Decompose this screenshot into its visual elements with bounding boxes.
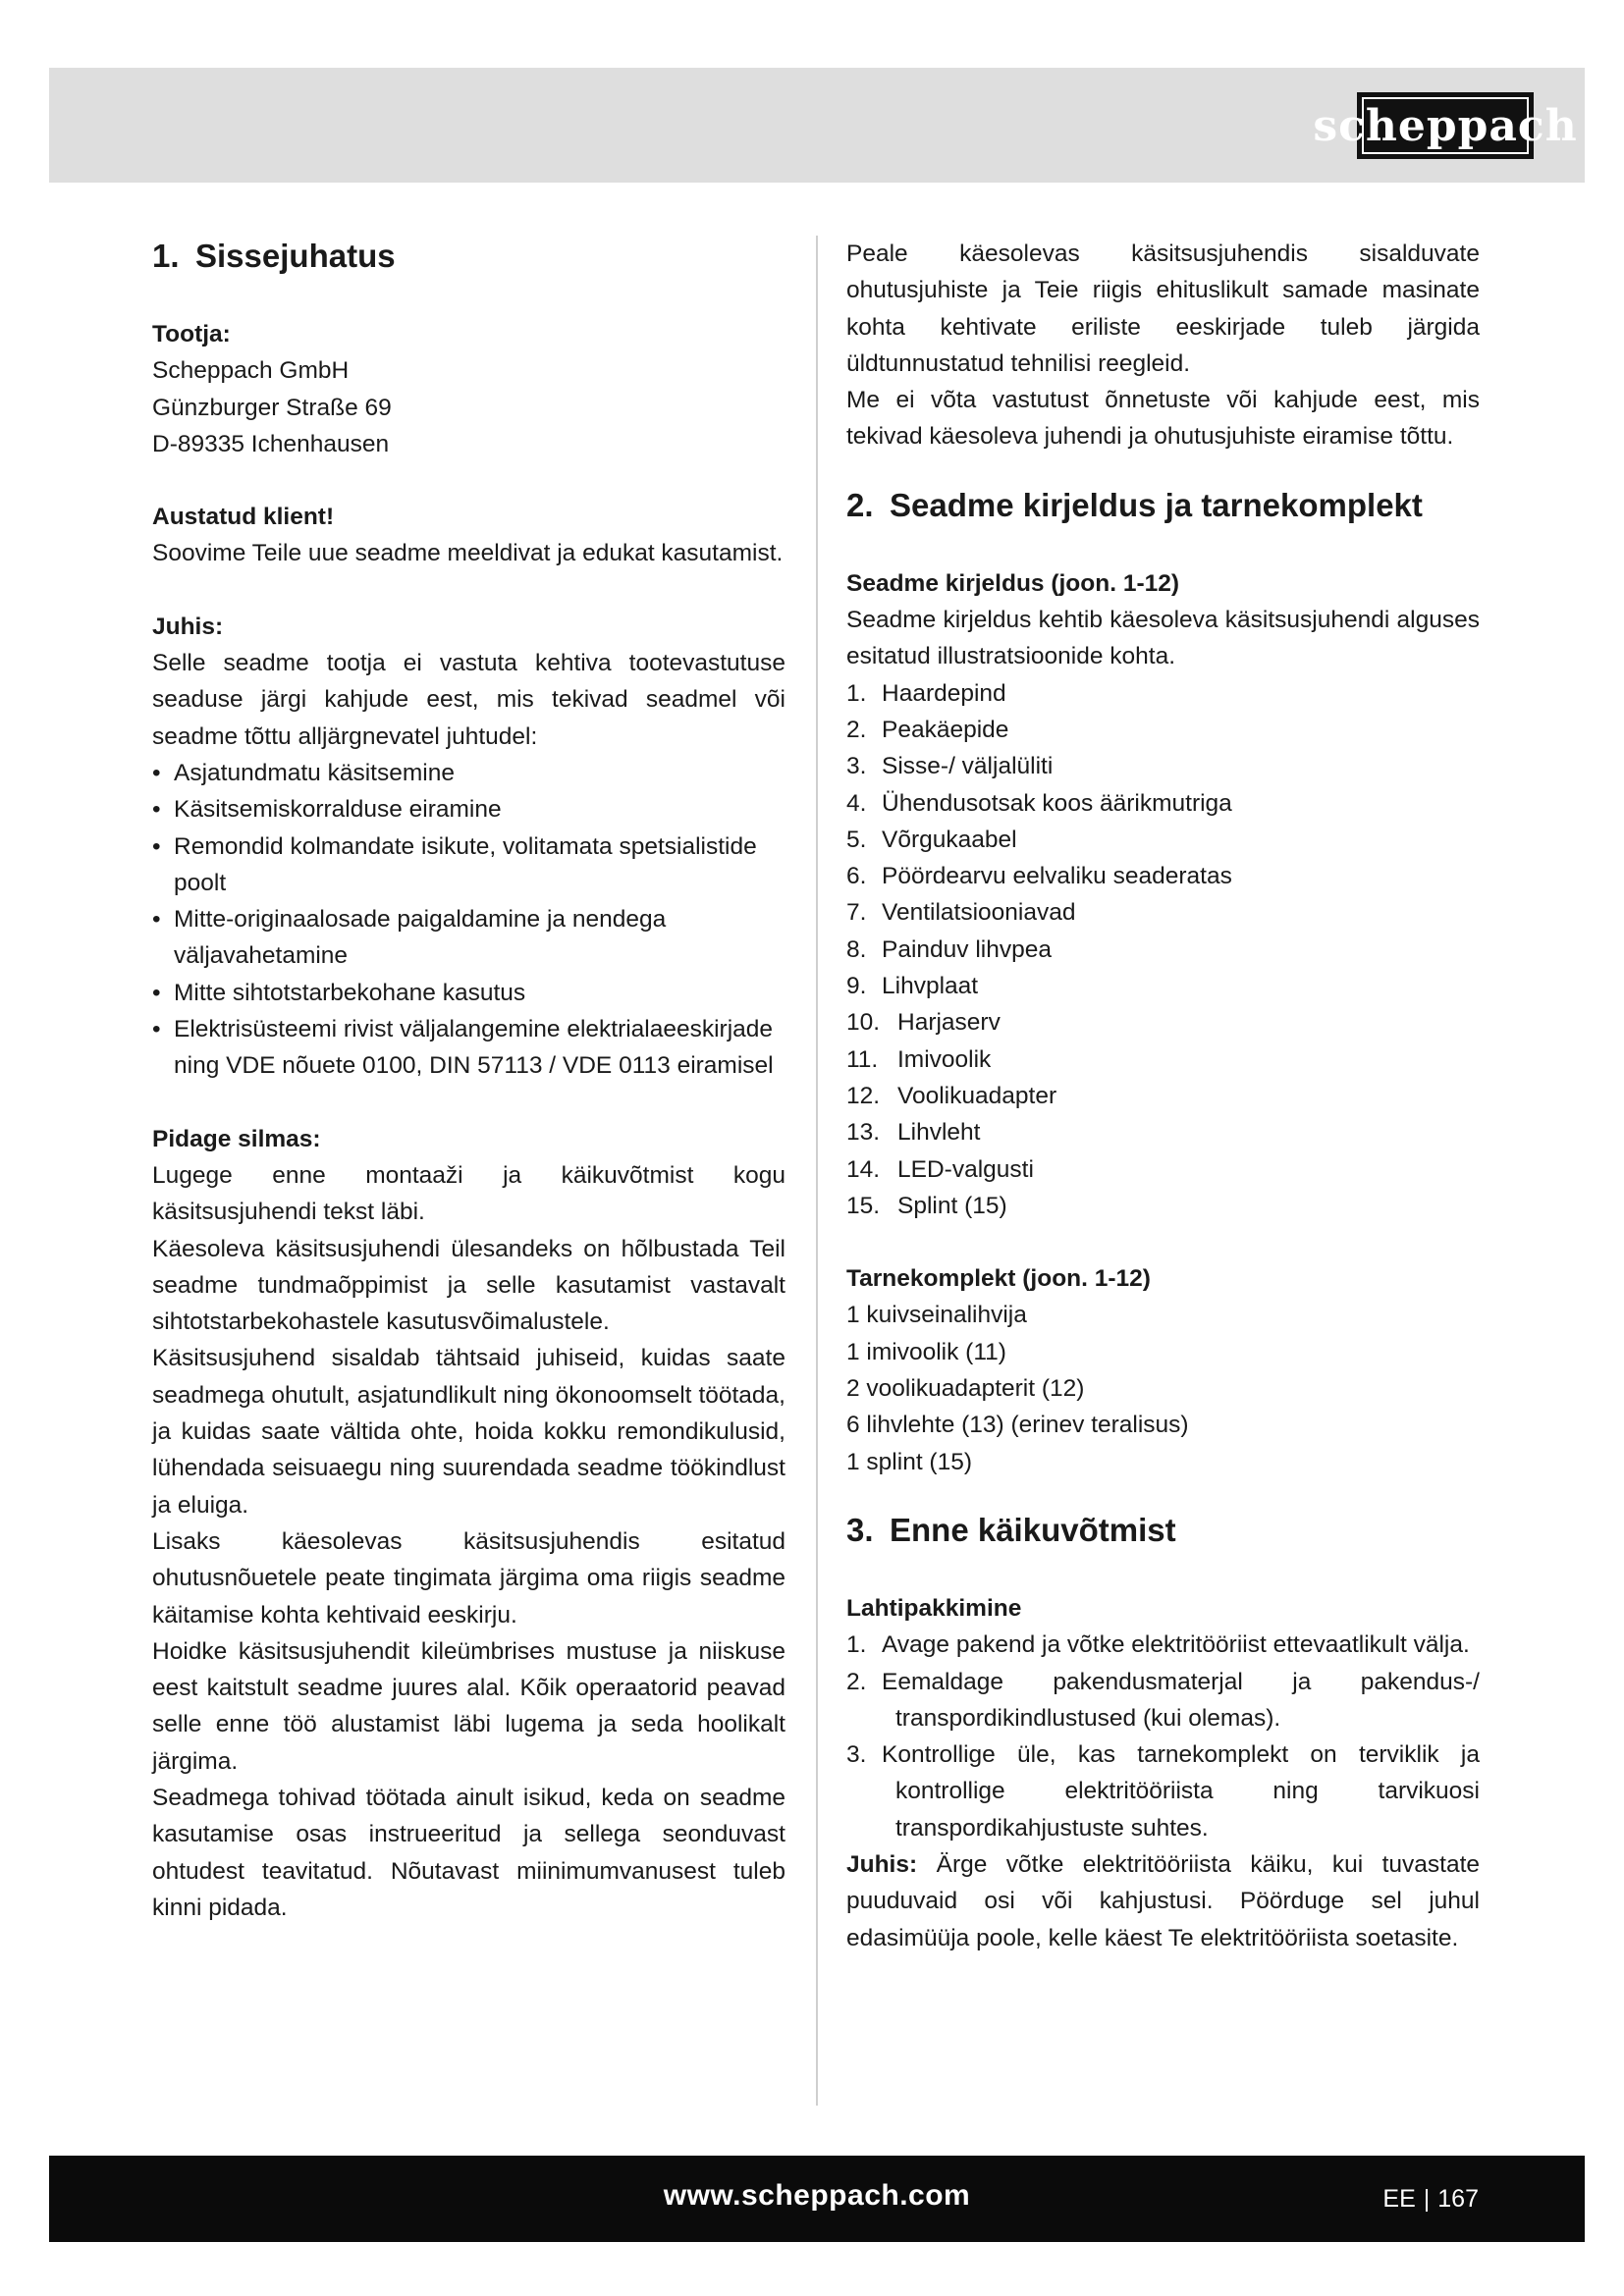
attention-paragraph: Hoidke käsitsusjuhendit kileümbrises mustuse ja niiskuse eest kaitstult seadme juures alal. Kõik operaatorid peavad selle enne töö alustamist läbi lugema ja seda hoolikalt järgima. xyxy=(152,1637,785,1775)
manufacturer-label: Tootja: xyxy=(152,321,231,347)
list-item: 9. Lihvplaat xyxy=(846,973,979,1000)
list-item: • Mitte sihtotstarbekohane kasutus xyxy=(152,975,785,1011)
list-item: 2. Peakäepide xyxy=(846,716,1009,743)
section-1-heading: 1. Sissejuhatus xyxy=(152,238,396,274)
customer-label: Austatud klient! xyxy=(152,504,335,531)
page-indicator: EE | 167 xyxy=(1382,2185,1479,2213)
unpacking-label: Lahtipakkimine xyxy=(846,1594,1022,1622)
list-item: 8. Painduv lihvpea xyxy=(846,935,1052,963)
attention-label: Pidage silmas: xyxy=(152,1125,321,1152)
manufacturer-address: Scheppach GmbH Günzburger Straße 69 D-89335 Ichenhausen xyxy=(152,357,392,457)
list-item: 15. Splint (15) xyxy=(846,1192,1007,1219)
list-item: 12. Voolikuadapter xyxy=(846,1082,1057,1109)
scheppach-logo: scheppach xyxy=(1357,92,1534,159)
attention-paragraph: Käesoleva käsitsusjuhendi ülesandeks on hõlbustada Teil seadme tundmaõppimist ja selle kasutamist vastavalt sihtotstarbekohastele kasutusvõimalustele. xyxy=(152,1235,785,1336)
list-item: 3. Kontrollige üle, kas tarnekomplekt on terviklik ja kontrollige elektritööriista ning tarvikuosi transpordikahjustuste suhtes. xyxy=(846,1741,1480,1842)
list-item: 13. Lihvleht xyxy=(846,1119,981,1147)
list-item: 2. Eemaldage pakendusmaterjal ja pakendus-/ transpordikindlustused (kui olemas). xyxy=(846,1668,1480,1732)
section-2-heading: 2. Seadme kirjeldus ja tarnekomplekt xyxy=(846,486,1423,523)
attention-paragraph: Seadmega tohivad töötada ainult isikud, keda on seadme kasutamise osas instrueeritud ja sellega seonduvast ohtudest teavitatud. Nõutavast miinimumvanusest tuleb kinni pidada. xyxy=(152,1784,785,1921)
attention-paragraph: Lisaks käesolevas käsitsusjuhendis esitatud ohutusnõuetele peate tingimata järgima oma riigis seadme käitamise kohta kehtivaid eeskirju. xyxy=(152,1527,785,1629)
language-code: EE xyxy=(1382,2185,1416,2213)
list-item: • Käsitsemiskorralduse eiramine xyxy=(152,791,785,828)
list-item: 7. Ventilatsiooniavad xyxy=(846,899,1076,927)
list-item: 1. Avage pakend ja võtke elektritööriist ettevaatlikult välja. xyxy=(846,1631,1470,1659)
list-item: 11. Imivoolik xyxy=(846,1045,992,1073)
list-item: • Elektrisüsteemi rivist väljalangemine elektrialaeeskirjade ning VDE nõuete 0100, DIN 57113 / VDE 0113 eiramisel xyxy=(152,1011,785,1085)
list-item: 1 imivoolik (11) xyxy=(846,1338,1006,1365)
unpacking-note: Juhis: Ärge võtke elektritööriista käiku, kui tuvastate puuduvaid osi või kahjustusi. Pöörduge sel juhul edasimüüja poole, kelle käest Te elektritööriista soetasite. xyxy=(846,1850,1481,1951)
list-item: 10. Harjaserv xyxy=(846,1009,1001,1037)
attention-paragraph: Käsitsusjuhend sisaldab tähtsaid juhiseid, kuidas saate seadmega ohutult, asjatundlikult ning ökonoomselt töötada, ja kuidas saate vältida ohte, hoida kokku remondikulusid, lühendada seisuaegu ning suurendada seadme töökindlust ja eluiga. xyxy=(152,1345,785,1519)
footer-bar xyxy=(49,2156,1585,2242)
intro-paragraph: Peale käesolevas käsitsusjuhendis sisalduvate ohutusjuhiste ja Teie riigis ehituslikult samade masinate kohta kehtivate eriliste eeskirjade tuleb järgida üldtunnustatud tehnilisi reegleid. xyxy=(846,240,1480,377)
delivery-label: Tarnekomplekt (joon. 1-12) xyxy=(846,1265,1151,1293)
column-divider xyxy=(816,236,818,2106)
attention-paragraph: Lugege enne montaaži ja käikuvõtmist kogu käsitsusjuhendi tekst läbi. xyxy=(152,1161,785,1226)
page-number: 167 xyxy=(1437,2185,1479,2213)
list-item: 14. LED-valgusti xyxy=(846,1155,1034,1183)
website-link[interactable]: www.scheppach.com xyxy=(663,2179,971,2212)
list-item: 1 kuivseinalihvija xyxy=(846,1302,1027,1329)
list-item: 6 lihvlehte (13) (erinev teralisus) xyxy=(846,1412,1189,1439)
description-text: Seadme kirjeldus kehtib käesoleva käsitsusjuhendi alguses esitatud illustratsioonide kohta. xyxy=(846,607,1480,670)
unpacking-steps xyxy=(846,1627,1480,1846)
list-item: • Remondid kolmandate isikute, volitamata spetsialistide poolt xyxy=(152,828,785,902)
parts-list-continued xyxy=(846,1004,1480,1224)
right-column xyxy=(846,236,1480,1956)
delivery-list xyxy=(846,1297,1480,1479)
section-3-heading: 3. Enne käikuvõtmist xyxy=(846,1511,1176,1548)
list-item: 1 splint (15) xyxy=(846,1448,973,1475)
list-item: 5. Võrgukaabel xyxy=(846,826,1017,853)
list-item: 4. Ühendusotsak koos äärikmutriga xyxy=(846,789,1232,817)
list-item: 1. Haardepind xyxy=(846,679,1006,707)
liability-exclusions-list xyxy=(152,755,785,1085)
list-item: • Mitte-originaalosade paigaldamine ja nendega väljavahetamine xyxy=(152,901,785,975)
list-item: 6. Pöördearvu eelvaliku seaderatas xyxy=(846,863,1232,890)
customer-text: Soovime Teile uue seadme meeldivat ja edukat kasutamist. xyxy=(152,540,784,567)
left-column xyxy=(152,236,785,1926)
intro-paragraph: Me ei võta vastutust õnnetuste või kahjude eest, mis tekivad käesoleva juhendi ja ohutusjuhiste eiramise tõttu. xyxy=(846,387,1480,451)
note-label: Juhis: xyxy=(152,613,224,640)
list-item: 3. Sisse-/ väljalüliti xyxy=(846,753,1054,780)
list-item: 2 voolikuadapterit (12) xyxy=(846,1375,1085,1403)
parts-list xyxy=(846,675,1480,1005)
list-item: • Asjatundmatu käsitsemine xyxy=(152,755,785,791)
description-label: Seadme kirjeldus (joon. 1-12) xyxy=(846,569,1180,597)
note-text: Selle seadme tootja ei vastuta kehtiva tootevastutuse seaduse järgi kahjude eest, mis tekivad seadmel või seadme tõttu alljärgnevatel juhtudel: xyxy=(152,650,785,750)
